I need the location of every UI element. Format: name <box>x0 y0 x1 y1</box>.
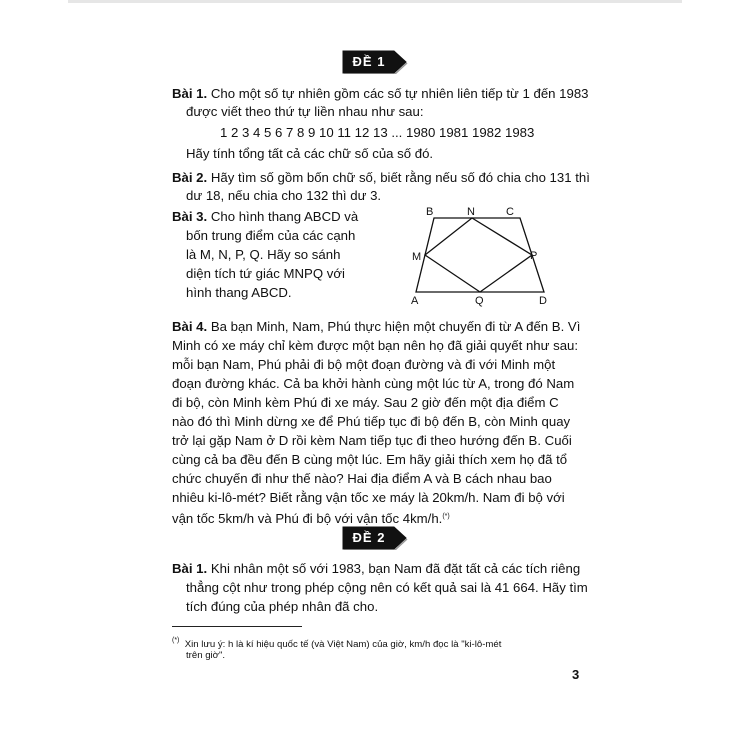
de1-bai2-line2: dư 18, nếu chia cho 132 thì dư 3. <box>186 188 382 203</box>
de1-bai1-label: Bài 1. <box>172 86 208 101</box>
de1-bai4-line10: nhiêu ki-lô-mét? Biết rằng vận tốc xe máy là 20km/h. Nam đi bộ với <box>172 490 565 505</box>
de-2-title: ĐỀ 2 <box>352 530 386 545</box>
label-c: C <box>506 206 514 218</box>
de-1-title: ĐỀ 1 <box>352 54 386 69</box>
footnote-rule <box>172 626 302 627</box>
de1-bai3-label: Bài 3. <box>172 209 208 224</box>
de1-bai4-line5: đi bộ, còn Minh kèm Phú đi xe máy. Sau 2 giờ đến một địa điểm C <box>172 395 559 410</box>
quadrilateral-mnpq <box>425 218 532 292</box>
de1-bai4-line4: đoạn đường khác. Cả ba khởi hành cùng một lúc từ A, trong đó Nam <box>172 376 575 391</box>
footnote-mark: (*) <box>172 637 180 644</box>
de1-bai4-line7: trở lại gặp Nam ở D rồi kèm Nam tiếp tục đi theo hướng đến B. Cuối <box>172 433 572 448</box>
de2-bai1-line2: thẳng cột như trong phép cộng nên có kết quả sai là 41 664. Hãy tìm <box>186 580 588 595</box>
label-b: B <box>426 206 434 218</box>
de-1-heading <box>342 50 408 74</box>
de1-bai4-line8: cùng cả ba đều đến B cùng một lúc. Em hãy giải thích xem họ đã tổ <box>172 452 568 467</box>
de1-bai1-line1: Bài 1. Cho một số tự nhiên gồm các số tự nhiên liên tiếp từ 1 đến 1983 <box>172 86 589 101</box>
de1-bai3-line5: hình thang ABCD. <box>186 285 292 300</box>
trapezoid-abcd <box>416 218 544 292</box>
label-p: P <box>530 250 538 262</box>
top-border <box>68 0 682 3</box>
de1-bai4-line6: nào đó thì Minh dừng xe để Phú tiếp tục đi bộ đến B, còn Minh quay <box>172 414 571 429</box>
de2-bai1-line3: tích đúng của phép nhân đã cho. <box>186 599 379 614</box>
trapezoid-figure <box>408 204 558 308</box>
de2-bai1-label: Bài 1. <box>172 561 208 576</box>
de1-bai3-line4: diện tích tứ giác MNPQ với <box>186 266 345 281</box>
de1-bai3-line2: bốn trung điểm của các cạnh <box>186 228 356 243</box>
footnote-ref: (*) <box>442 513 450 520</box>
label-d: D <box>539 295 547 307</box>
de1-bai1-sequence: 1 2 3 4 5 6 7 8 9 10 11 12 13 ... 1980 1981 1982 1983 <box>220 125 535 140</box>
de1-bai3-line1: Bài 3. Cho hình thang ABCD và <box>172 209 359 224</box>
footnote-line1: (*) Xin lưu ý: h là kí hiệu quốc tế (và Việt Nam) của giờ, km/h đọc là "ki-lô-mét <box>172 637 502 650</box>
de1-bai3-line3: là M, N, P, Q. Hãy so sánh <box>186 247 341 262</box>
de1-bai4-label: Bài 4. <box>172 319 208 334</box>
de1-bai2-line1: Bài 2. Hãy tìm số gồm bốn chữ số, biết rằng nếu số đó chia cho 131 thì <box>172 170 590 185</box>
label-a: A <box>411 295 419 307</box>
de1-bai4-line3: mỗi bạn Nam, Phú phải đi bộ một đoạn đường và đi với Minh một <box>172 357 556 372</box>
label-q: Q <box>475 295 484 307</box>
de1-bai4-line1: Bài 4. Ba bạn Minh, Nam, Phú thực hiện một chuyến đi từ A đến B. Vì <box>172 319 581 334</box>
de1-bai1-line4: Hãy tính tổng tất cả các chữ số của số đó. <box>186 146 434 161</box>
de1-bai4-line11: vận tốc 5km/h và Phú đi bộ với vận tốc 4km/h.(*) <box>172 511 450 526</box>
page-number: 3 <box>572 667 580 682</box>
label-n: N <box>467 206 475 218</box>
label-m: M <box>412 251 422 263</box>
de1-bai4-line9: chức chuyến đi như thế nào? Hai địa điểm A và B cách nhau bao <box>172 471 552 486</box>
de2-bai1-line1: Bài 1. Khi nhân một số với 1983, bạn Nam đã đặt tất cả các tích riêng <box>172 561 581 576</box>
de1-bai2-label: Bài 2. <box>172 170 208 185</box>
footnote-line2: trên giờ". <box>186 650 226 661</box>
de-2-heading <box>342 526 408 550</box>
de1-bai4-line2: Minh có xe máy chỉ kèm được một bạn nên họ đã giải quyết như sau: <box>172 338 579 353</box>
de1-bai1-line2: được viết theo thứ tự liền nhau như sau: <box>186 104 424 119</box>
